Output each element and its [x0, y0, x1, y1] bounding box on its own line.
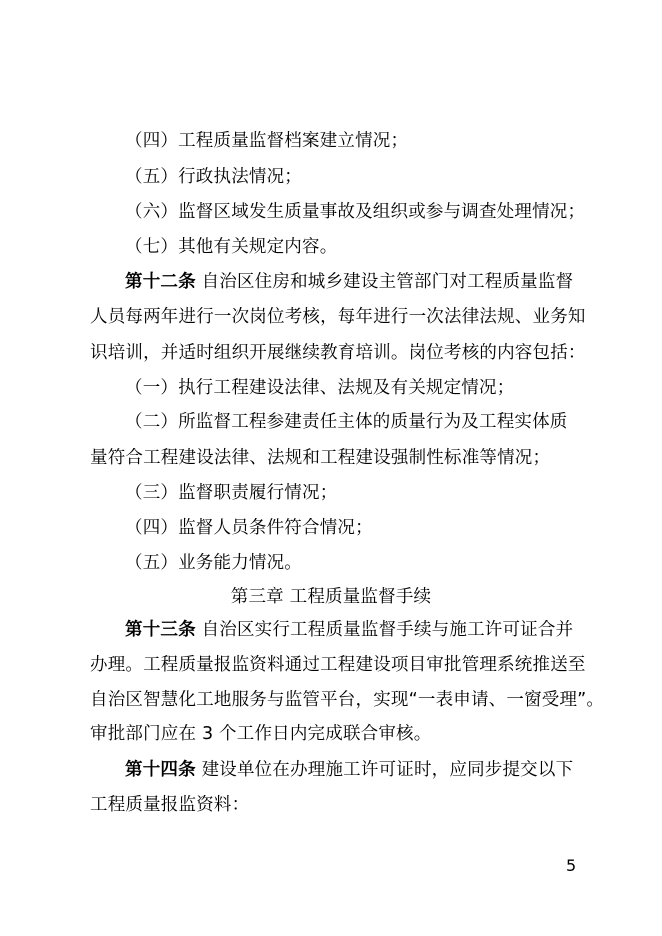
article-number: 第十四条 [125, 760, 196, 780]
article-number: 第十二条 [125, 272, 196, 292]
line-text: 审批部门应在 3 个工作日内完成联合审核。 [90, 724, 432, 744]
list-item-administrative-enforcement [125, 165, 302, 189]
article-number: 第十三条 [125, 620, 196, 640]
article-12-line-2 [90, 305, 586, 329]
line-text: （七）其他有关规定内容。 [125, 237, 338, 257]
list-item-duty-performance [125, 481, 337, 505]
line-text: 工程质量报监资料： [90, 795, 250, 815]
line-text: 自治区住房和城乡建设主管部门对工程质量监督 [195, 272, 574, 292]
list-item-quality-accidents [125, 200, 585, 224]
line-text: （四）工程质量监督档案建立情况； [125, 131, 409, 151]
line-text: （三）监督职责履行情况； [125, 483, 338, 503]
chapter-heading [0, 585, 662, 609]
line-text: 办理。工程质量报监资料通过工程建设项目审批管理系统推送至 [90, 655, 586, 675]
line-text: 自治区智慧化工地服务与监管平台，实现“一表申请、一窗受理”。 [90, 690, 605, 710]
list-item-laws-compliance [125, 376, 514, 400]
article-13-line-4 [90, 722, 431, 746]
line-text: （二）所监督工程参建责任主体的质量行为及工程实体质 [125, 412, 568, 432]
article-12-first-line [125, 270, 573, 294]
article-13-first-line [125, 618, 573, 642]
article-14-first-line [125, 758, 573, 782]
line-text: 人员每两年进行一次岗位考核，每年进行一次法律法规、业务知 [90, 307, 586, 327]
line-text: 建设单位在办理施工许可证时，应同步提交以下 [195, 760, 574, 780]
line-text: （六）监督区域发生质量事故及组织或参与调查处理情况； [125, 202, 586, 222]
line-text: 第三章 工程质量监督手续 [230, 587, 432, 607]
article-12-line-3 [90, 341, 586, 365]
article-14-line-2 [90, 793, 249, 817]
list-item-business-ability [125, 551, 302, 575]
line-text: （五）行政执法情况； [125, 167, 302, 187]
list-item-quality-behaviour-cont [90, 446, 550, 470]
list-item-quality-behaviour [125, 410, 568, 434]
line-text: 自治区实行工程质量监督手续与施工许可证合并 [195, 620, 574, 640]
line-text: （五）业务能力情况。 [125, 553, 302, 573]
article-13-line-2 [90, 653, 586, 677]
article-13-line-3 [90, 688, 604, 712]
line-text: 识培训，并适时组织开展继续教育培训。岗位考核的内容包括： [90, 343, 586, 363]
list-item-personnel-conditions [125, 516, 373, 540]
list-item-monitoring-archive [125, 129, 408, 153]
line-text: （一）执行工程建设法律、法规及有关规定情况； [125, 378, 515, 398]
line-text: （四）监督人员条件符合情况； [125, 518, 373, 538]
list-item-other-provisions [125, 235, 337, 259]
line-text: 量符合工程建设法律、法规和工程建设强制性标准等情况； [90, 448, 551, 468]
page-number: 5 [566, 856, 577, 875]
